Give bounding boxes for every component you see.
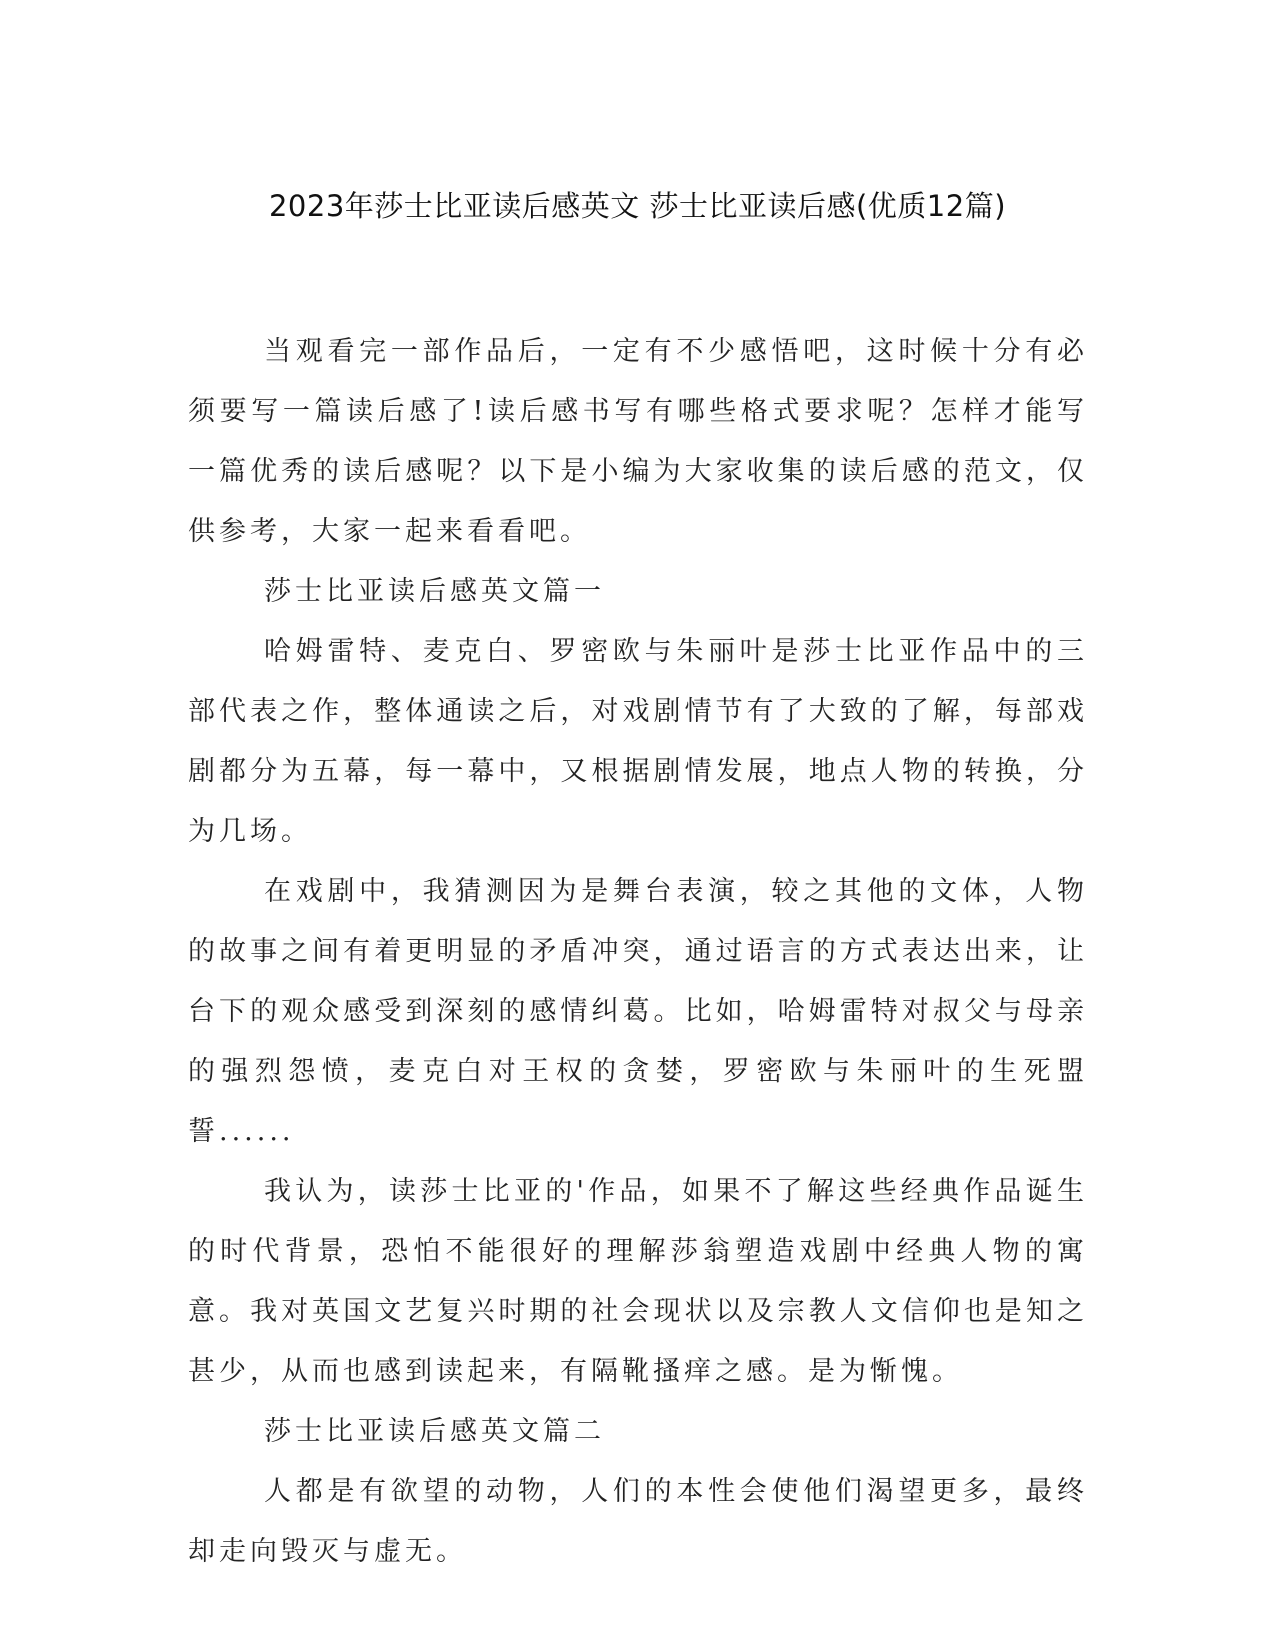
- section1-paragraph-2: 在戏剧中，我猜测因为是舞台表演，较之其他的文体，人物的故事之间有着更明显的矛盾冲突，通过语言的方式表达出来，让台下的观众感受到深刻的感情纠葛。比如，哈姆雷特对叔父与母亲的强烈怨愤，麦克白对王权的贪婪，罗密欧与朱丽叶的生死盟誓......: [188, 876, 1088, 1147]
- document-title: 2023年莎士比亚读后感英文 莎士比亚读后感(优质12篇): [268, 189, 1007, 223]
- section-heading-2: 莎士比亚读后感英文篇二: [264, 1416, 605, 1447]
- section1-paragraph-3: 我认为，读莎士比亚的'作品，如果不了解这些经典作品诞生的时代背景，恐怕不能很好的理解莎翁塑造戏剧中经典人物的寓意。我对英国文艺复兴时期的社会现状以及宗教人文信仰也是知之甚少，从而也感到读起来，有隔靴搔痒之感。是为惭愧。: [188, 1176, 1088, 1387]
- intro-paragraph: 当观看完一部作品后，一定有不少感悟吧，这时候十分有必须要写一篇读后感了!读后感书写有哪些格式要求呢？怎样才能写一篇优秀的读后感呢？以下是小编为大家收集的读后感的范文，仅供参考，大家一起来看看吧。: [188, 336, 1088, 547]
- section1-paragraph-1: 哈姆雷特、麦克白、罗密欧与朱丽叶是莎士比亚作品中的三部代表之作，整体通读之后，对戏剧情节有了大致的了解，每部戏剧都分为五幕，每一幕中，又根据剧情发展，地点人物的转换，分为几场。: [188, 636, 1088, 847]
- section-heading-1: 莎士比亚读后感英文篇一: [264, 576, 605, 607]
- section2-paragraph-1: 人都是有欲望的动物，人们的本性会使他们渴望更多，最终却走向毁灭与虚无。: [188, 1476, 1088, 1567]
- document-body: [188, 322, 1088, 1582]
